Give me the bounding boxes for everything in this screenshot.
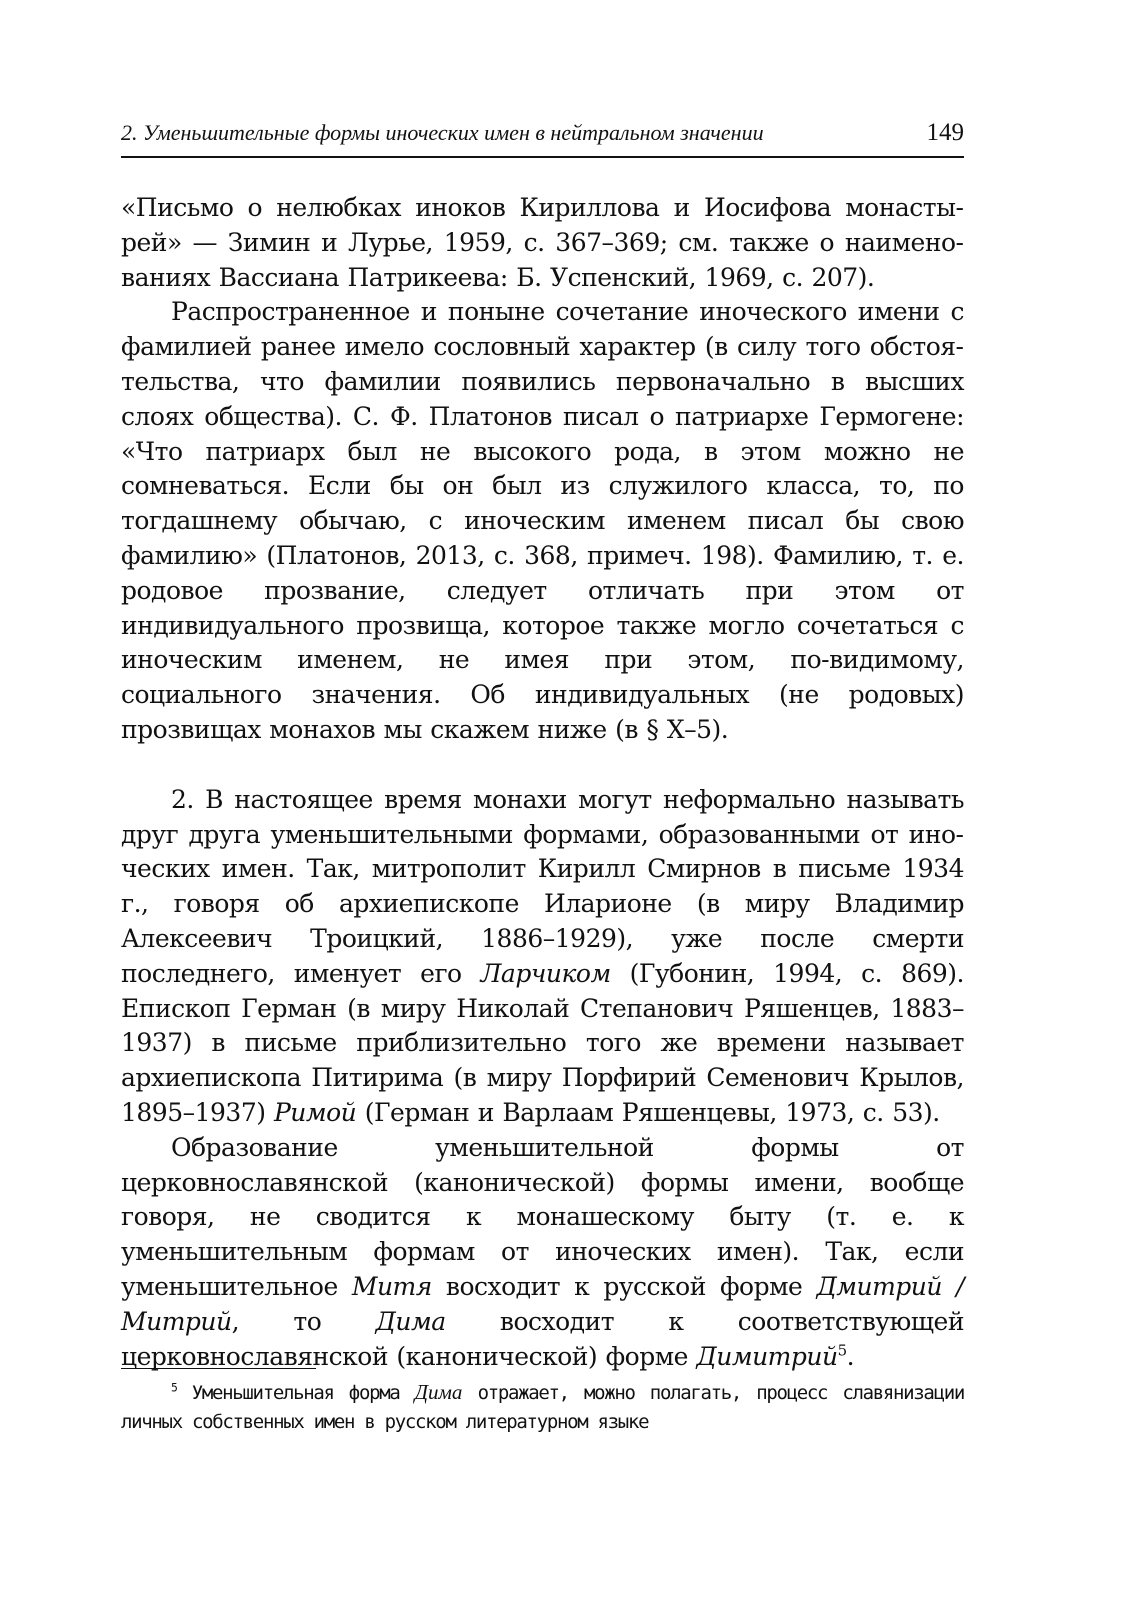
text-run: (Герман и Варлаам Ряшенцевы, 1973, с. 53).: [356, 1097, 940, 1127]
text-run: Образование уменьшительной формы от церковнославянской (канонической) формы имени, вообще говоря, не сводится к монашескому быту (т. е. к уменьшительным формам от иноческих имен). Так, если уменьшительное: [121, 1132, 964, 1301]
header-rule: [121, 156, 964, 158]
italic-name: Дима: [375, 1306, 446, 1336]
footnote-text-run: Уменьшительная форма: [191, 1382, 415, 1404]
running-head-title: 2. Уменьшительные формы иноческих имен в нейтральном значении: [121, 120, 764, 145]
footnote-italic-name: Дима: [414, 1380, 463, 1404]
footnote: [121, 1378, 964, 1437]
italic-name: Ларчиком: [480, 958, 611, 988]
footnote-number: 5: [171, 1380, 177, 1395]
text-run: Распространенное и поныне сочетание иноческого имени с фамилией ранее имело сословный характер (в силу того обстоятельства, что фамилии появились первоначально в высших слоях общества). С. Ф. Платонов писал о патриархе Гермогене: «Что патриарх был не высокого рода, в этом можно не сомневаться. Если бы он был из служилого класса, то, по тогдашнему обычаю, с иноческим именем писал бы свою фамилию» (Платонов, 2013, с. 368, примеч. 198). Фамилию, т. е. родовое прозвание, следует отличать при этом от индивидуального прозвища, которое также могло сочетаться с иноческим именем, не имея при этом, по-видимому, социального значения. Об индивидуальных (не родовых) прозвищах монахов мы скажем ниже (в § X–5).: [121, 297, 964, 744]
footnote-rule: [121, 1368, 316, 1369]
footnote-reference[interactable]: 5: [837, 1341, 847, 1360]
text-run: (Губонин, 1994, с. 869). Епископ Герман (в миру Николай Степанович Ряшенцев, 1883–1937) в письме приблизительно того же времени называет архиепископа Питирима (в миру Порфирий Семенович Крылов, 1895–1937): [121, 958, 964, 1127]
text-run: .: [846, 1341, 855, 1371]
page-number: 149: [926, 119, 964, 146]
paragraph-section-2: [121, 783, 964, 1131]
italic-name: Дмитрий / Митрий: [121, 1271, 965, 1336]
paragraph-diminutive-forms: [121, 1131, 964, 1375]
paragraph-continuation: [121, 191, 964, 295]
text-run: восходит к соответствующей церковнославянской (канонической) форме: [121, 1306, 964, 1371]
paragraph-surname-and-monastic-name: [121, 295, 964, 747]
footnote-text-run: отражает, можно полагать, процесс славянизации личных собственных имен в русском литературном языке: [121, 1382, 964, 1433]
main-text: [121, 191, 964, 1374]
text-run: восходит к русской форме: [431, 1271, 817, 1301]
italic-name: Римой: [273, 1097, 357, 1127]
text-run: , то: [231, 1306, 376, 1336]
italic-name: Митя: [351, 1271, 432, 1301]
running-head: [121, 118, 964, 150]
italic-name: Димитрий: [696, 1341, 838, 1371]
text-run: «Письмо о нелюбках иноков Кириллова и Иосифова монастырей» — Зимин и Лурье, 1959, с. 367–369; см. также о наименованиях Вассиана Патрикеева: Б. Успенский, 1969, с. 207).: [121, 193, 964, 292]
text-run: 2. В настоящее время монахи могут неформально называть друг друга уменьшительными формами, образованными от иноческих имен. Так, митрополит Кирилл Смирнов в письме 1934 г., говоря об архиепископе Иларионе (в миру Владимир Алексеевич Троицкий, 1886–1929), уже после смерти последнего, именует его: [121, 784, 964, 988]
